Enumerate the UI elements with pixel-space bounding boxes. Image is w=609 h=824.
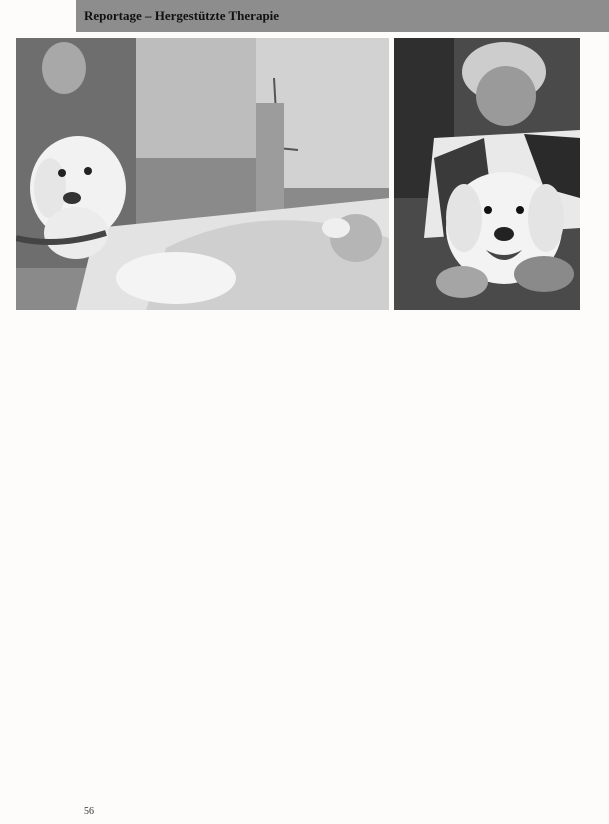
photo-woman-with-dog bbox=[394, 38, 580, 310]
section-title: Reportage – Hergestützte Therapie bbox=[84, 8, 280, 23]
photo-patient-with-dog bbox=[16, 38, 389, 310]
photo-patient-with-golden-retriever-icon bbox=[16, 38, 389, 310]
text-column-1 bbox=[84, 412, 234, 423]
text-column-3 bbox=[408, 412, 558, 423]
photo-woman-hugging-dog-icon bbox=[394, 38, 580, 310]
page-number: 56 bbox=[84, 806, 94, 817]
text-column-2 bbox=[246, 412, 396, 423]
